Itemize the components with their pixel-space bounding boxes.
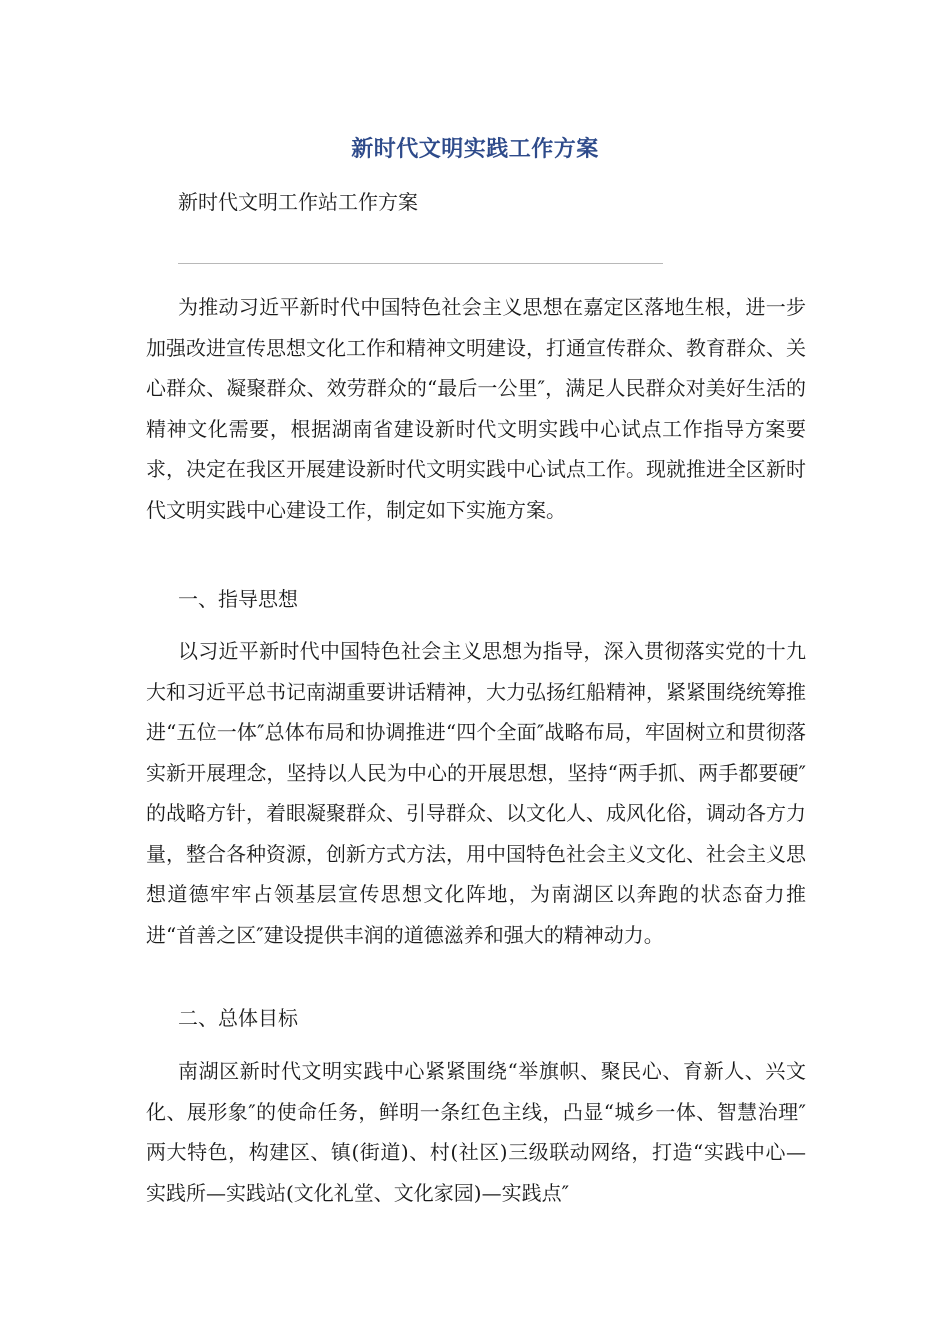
- intro-paragraph: 为推动习近平新时代中国特色社会主义思想在嘉定区落地生根，进一步加强改进宣传思想文化工作和精神文明建设，打通宣传群众、教育群众、关心群众、凝聚群众、效劳群众的“最后一公里″，满足人民群众对美好生活的精神文化需要，根据湖南省建设新时代文明实践中心试点工作指导方案要求，决定在我区开展建设新时代文明实践中心试点工作。现就推进全区新时代文明实践中心建设工作，制定如下实施方案。: [146, 295, 806, 522]
- document-subtitle: 新时代文明工作站工作方案: [178, 190, 418, 214]
- section-heading-overall-goal: 二、总体目标: [178, 1006, 298, 1030]
- document-title: 新时代文明实践工作方案: [351, 137, 599, 162]
- guiding-ideology-paragraph: 以习近平新时代中国特色社会主义思想为指导，深入贯彻落实党的十九大和习近平总书记南湖重要讲话精神，大力弘扬红船精神，紧紧围绕统筹推进“五位一体″总体布局和协调推进“四个全面″战略布局，牢固树立和贯彻落实新开展理念，坚持以人民为中心的开展思想，坚持“两手抓、两手都要硬″的战略方针，着眼凝聚群众、引导群众、以文化人、成风化俗，调动各方力量，整合各种资源，创新方式方法，用中国特色社会主义文化、社会主义思想道德牢牢占领基层宣传思想文化阵地，为南湖区以奔跑的状态奋力推进“首善之区″建设提供丰润的道德滋养和强大的精神动力。: [146, 639, 806, 947]
- horizontal-divider: [178, 263, 663, 264]
- overall-goal-paragraph: 南湖区新时代文明实践中心紧紧围绕“举旗帜、聚民心、育新人、兴文化、展形象″的使命任务，鲜明一条红色主线，凸显“城乡一体、智慧治理″两大特色，构建区、镇(街道)、村(社区)三级联动网络，打造“实践中心—实践所—实践站(文化礼堂、文化家园)—实践点″: [146, 1059, 806, 1205]
- section-heading-guiding-ideology: 一、指导思想: [178, 587, 298, 611]
